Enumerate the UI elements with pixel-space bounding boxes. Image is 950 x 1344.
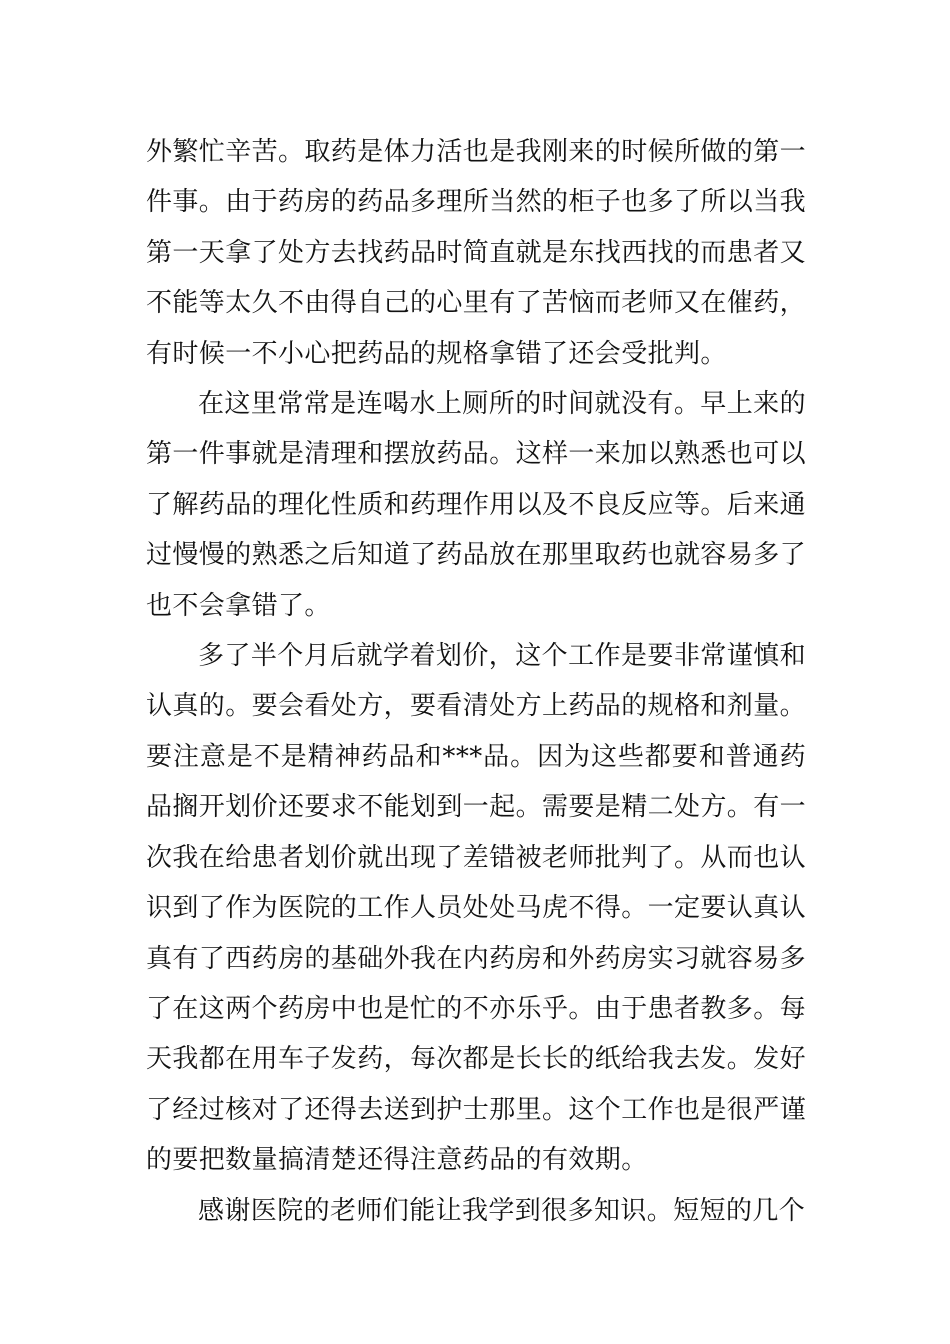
document-page: [146, 127, 806, 1236]
paragraph-3: 多了半个月后就学着划价，这个工作是要非常谨慎和认真的。要会看处方，要看清处方上药品的规格和剂量。要注意是不是精神药品和***品。因为这些都要和普通药品搁开划价还要求不能划到一起。需要是精二处方。有一次我在给患者划价就出现了差错被老师批判了。从而也认识到了作为医院的工作人员处处马虎不得。一定要认真认真有了西药房的基础外我在内药房和外药房实习就容易多了在这两个药房中也是忙的不亦乐乎。由于患者教多。每天我都在用车子发药，每次都是长长的纸给我去发。发好了经过核对了还得去送到护士那里。这个工作也是很严谨的要把数量搞清楚还得注意药品的有效期。: [146, 641, 807, 1176]
paragraph-1: 外繁忙辛苦。取药是体力活也是我刚来的时候所做的第一件事。由于药房的药品多理所当然的柜子也多了所以当我第一天拿了处方去找药品时简直就是东找西找的而患者又不能等太久不由得自己的心里有了苦恼而老师又在催药，有时候一不小心把药品的规格拿错了还会受批判。: [146, 137, 807, 369]
paragraph-2: 在这里常常是连喝水上厕所的时间就没有。早上来的第一件事就是清理和摆放药品。这样一来加以熟悉也可以了解药品的理化性质和药理作用以及不良反应等。后来通过慢慢的熟悉之后知道了药品放在那里取药也就容易多了也不会拿错了。: [146, 389, 807, 621]
paragraph-4: 感谢医院的老师们能让我学到很多知识。短短的几个: [198, 1195, 806, 1226]
